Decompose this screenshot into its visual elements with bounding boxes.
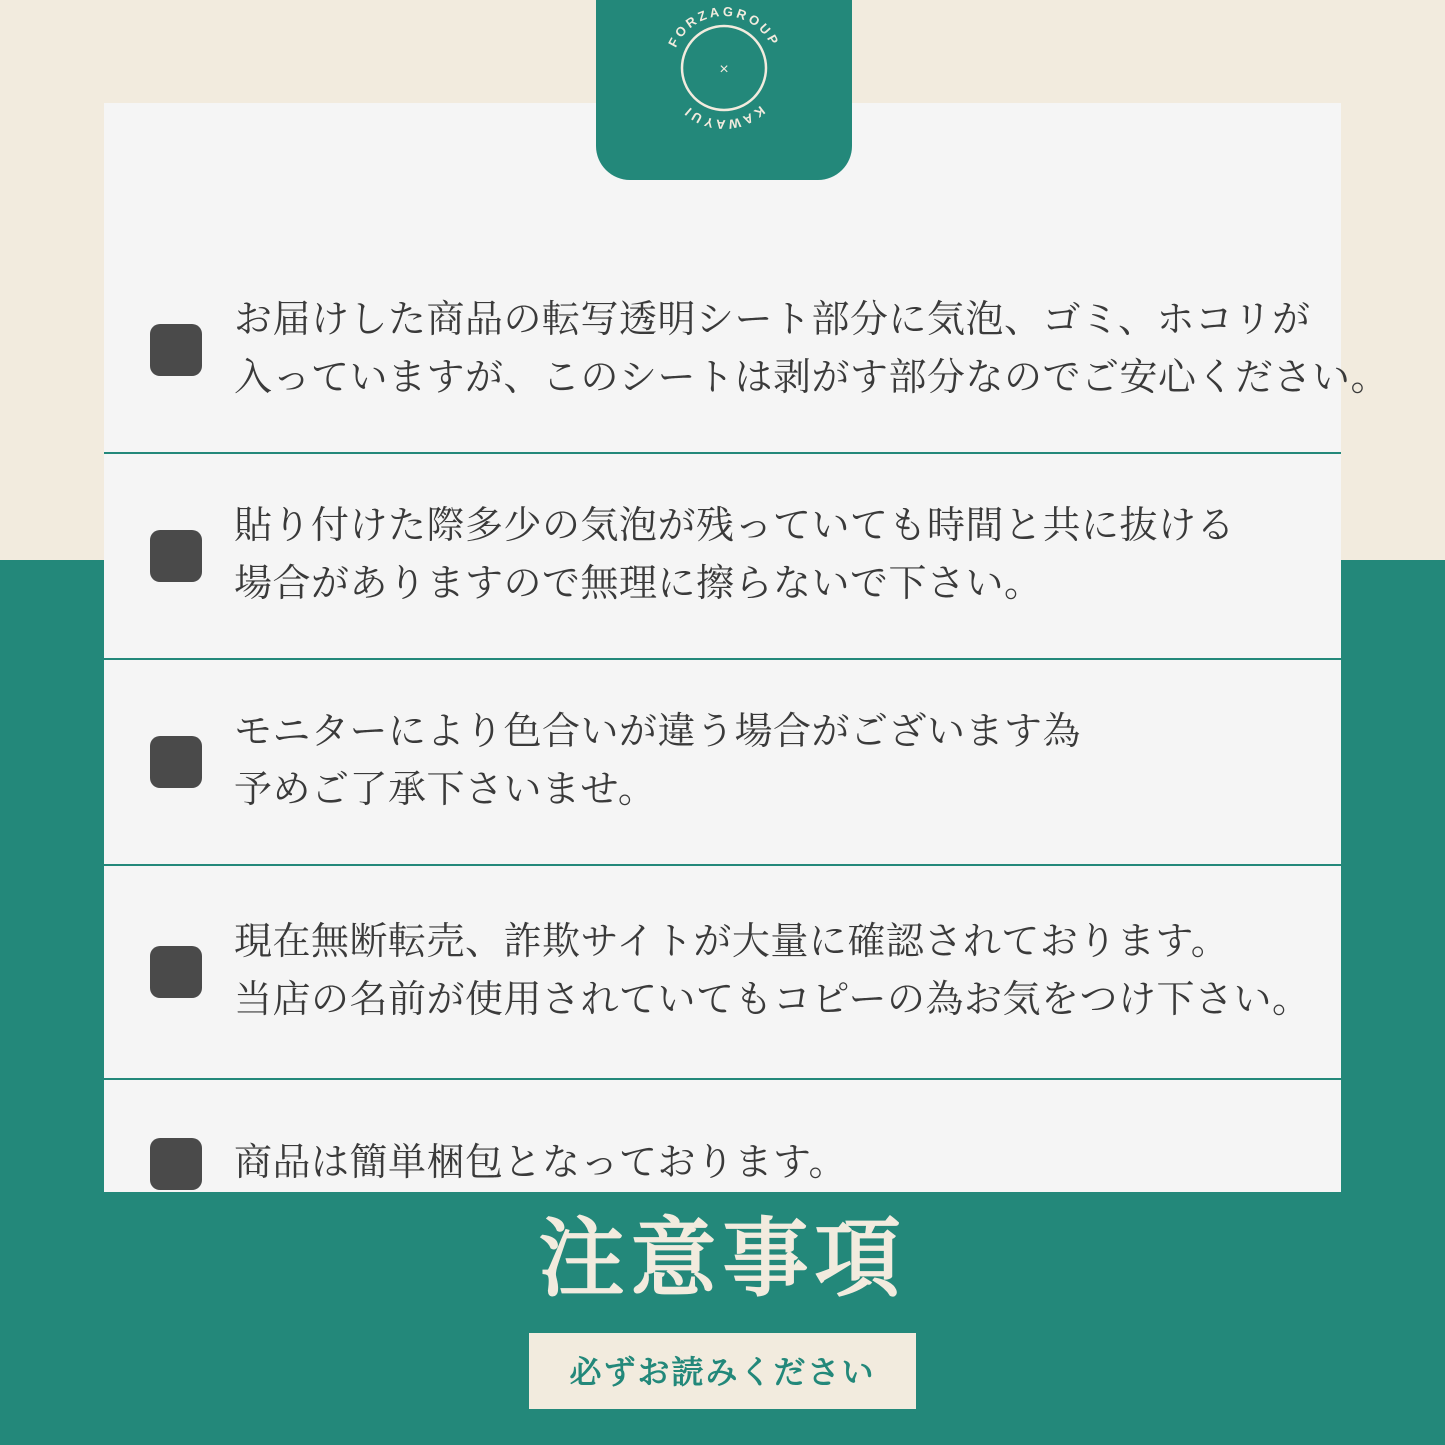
- note-line: モニターにより色合いが違う場合がございます為: [234, 711, 1082, 754]
- note-text: [234, 498, 1235, 614]
- note-line: 当店の名前が使用されていてもコピーの為お気をつけ下さい。: [234, 979, 1311, 1021]
- list-item: [104, 660, 1341, 866]
- note-line: 現在無断転売、詐欺サイトが大量に確認されております。: [234, 921, 1230, 964]
- brand-logo-badge: [596, 0, 852, 180]
- svg-text:KAWAYUI: KAWAYUI: [679, 102, 768, 133]
- bullet-square-icon: [150, 1138, 202, 1190]
- footer: [0, 1192, 1445, 1409]
- status-badge: 必ずお読みください: [529, 1333, 915, 1409]
- brand-logo-icon: [644, 0, 804, 148]
- bullet-square-icon: [150, 324, 202, 376]
- list-item: [104, 866, 1341, 1080]
- notes-card: [104, 103, 1390, 1192]
- note-line: お届けした商品の転写透明シート部分に気泡、ゴミ、ホコリが: [234, 299, 1311, 342]
- note-text: [234, 1135, 847, 1193]
- bullet-square-icon: [150, 736, 202, 788]
- bullet-square-icon: [150, 530, 202, 582]
- note-text: [234, 704, 1081, 820]
- note-line: 貼り付けた際多少の気泡が残っていても時間と共に抜ける: [234, 505, 1236, 548]
- note-line: 商品は簡単梱包となっております。: [234, 1142, 847, 1185]
- svg-text:FORZAGROUP: FORZAGROUP: [665, 3, 783, 50]
- note-line: 予めご了承下さいませ。: [234, 769, 657, 811]
- list-item: [104, 454, 1341, 660]
- list-item: [104, 248, 1390, 454]
- note-text: [234, 914, 1310, 1030]
- note-line: 入っていますが、このシートは剥がす部分なのでご安心ください。: [234, 357, 1390, 399]
- notes-list: [104, 248, 1390, 1248]
- note-line: 場合がありますので無理に擦らないで下さい。: [234, 563, 1043, 605]
- page-title: 注意事項: [538, 1211, 907, 1307]
- note-text: [234, 292, 1389, 408]
- svg-text:×: ×: [719, 61, 729, 78]
- bullet-square-icon: [150, 946, 202, 998]
